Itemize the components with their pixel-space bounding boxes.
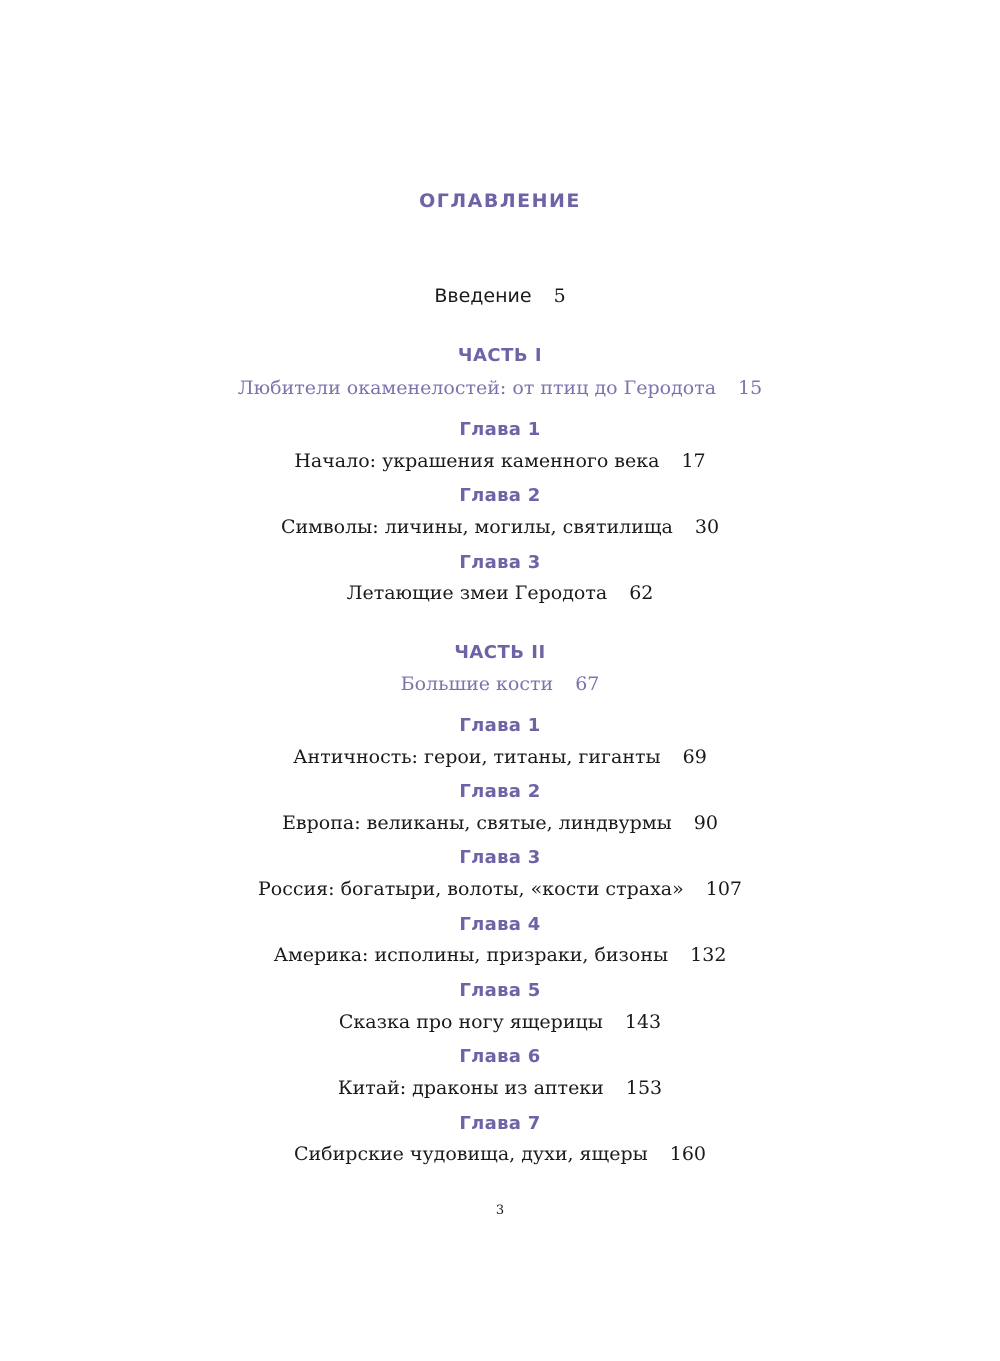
entry-title: Античность: герои, титаны, гиганты bbox=[293, 746, 661, 768]
entry-page-number: 5 bbox=[553, 285, 566, 307]
part-1-chapter-1-label: Глава 1 bbox=[459, 419, 541, 440]
part-2-chapter-1-label: Глава 1 bbox=[459, 715, 541, 736]
entry-title: Сибирские чудовища, духи, ящеры bbox=[293, 1143, 648, 1165]
entry-title: Большие кости bbox=[400, 673, 554, 695]
entry-page-number: 67 bbox=[575, 673, 600, 695]
toc-entry-part-1[interactable] bbox=[0, 377, 1000, 399]
part-2-label: ЧАСТЬ II bbox=[454, 642, 546, 663]
entry-page-number: 62 bbox=[629, 582, 654, 604]
entry-title: Китай: драконы из аптеки bbox=[337, 1077, 604, 1099]
entry-page-number: 143 bbox=[624, 1011, 662, 1033]
entry-title: Введение bbox=[434, 285, 532, 307]
part-2-chapter-5-label: Глава 5 bbox=[459, 980, 541, 1001]
entry-title: Америка: исполины, призраки, бизоны bbox=[273, 944, 669, 966]
entry-title: Символы: личины, могилы, святилища bbox=[280, 516, 673, 538]
toc-entry-part-1-chapter-3[interactable] bbox=[0, 582, 1000, 604]
entry-page-number: 17 bbox=[681, 450, 706, 472]
toc-entry-part-2-chapter-2[interactable] bbox=[0, 812, 1000, 834]
part-2-chapter-2-label: Глава 2 bbox=[459, 781, 541, 802]
toc-entry-part-2-chapter-4[interactable] bbox=[0, 944, 1000, 966]
entry-page-number: 153 bbox=[625, 1077, 663, 1099]
toc-entry-part-2-chapter-1[interactable] bbox=[0, 746, 1000, 768]
toc-entry-part-2[interactable] bbox=[0, 673, 1000, 695]
entry-page-number: 90 bbox=[693, 812, 718, 834]
entry-title: Начало: украшения каменного века bbox=[294, 450, 660, 472]
toc-entry-part-1-chapter-1[interactable] bbox=[0, 450, 1000, 472]
part-2-chapter-3-label: Глава 3 bbox=[459, 847, 541, 868]
part-2-chapter-7-label: Глава 7 bbox=[459, 1113, 541, 1134]
page-number: 3 bbox=[495, 1203, 505, 1218]
entry-page-number: 107 bbox=[705, 878, 743, 900]
toc-entry-part-2-chapter-3[interactable] bbox=[0, 878, 1000, 900]
part-1-chapter-3-label: Глава 3 bbox=[459, 552, 541, 573]
entry-title: Сказка про ногу ящерицы bbox=[338, 1011, 603, 1033]
entry-page-number: 160 bbox=[669, 1143, 707, 1165]
toc-entry-intro[interactable] bbox=[0, 285, 1000, 307]
entry-page-number: 132 bbox=[690, 944, 727, 966]
entry-title: Европа: великаны, святые, линдвурмы bbox=[282, 812, 672, 834]
toc-entry-part-2-chapter-6[interactable] bbox=[0, 1077, 1000, 1099]
part-1-chapter-2-label: Глава 2 bbox=[459, 485, 541, 506]
part-2-chapter-6-label: Глава 6 bbox=[459, 1046, 541, 1067]
entry-title: Россия: богатыри, волоты, «кости страха» bbox=[257, 878, 684, 900]
entry-page-number: 30 bbox=[694, 516, 720, 538]
toc-entry-part-2-chapter-5[interactable] bbox=[0, 1011, 1000, 1033]
toc-entry-part-1-chapter-2[interactable] bbox=[0, 516, 1000, 538]
part-1-label: ЧАСТЬ I bbox=[457, 345, 543, 366]
toc-entry-part-2-chapter-7[interactable] bbox=[0, 1143, 1000, 1165]
entry-title: Летающие змеи Геродота bbox=[346, 582, 608, 604]
part-2-chapter-4-label: Глава 4 bbox=[459, 914, 541, 935]
toc-heading: ОГЛАВЛЕНИЕ bbox=[419, 190, 581, 212]
entry-title: Любители окаменелостей: от птиц до Геродота bbox=[237, 377, 717, 399]
entry-page-number: 69 bbox=[682, 746, 707, 768]
entry-page-number: 15 bbox=[738, 377, 763, 399]
